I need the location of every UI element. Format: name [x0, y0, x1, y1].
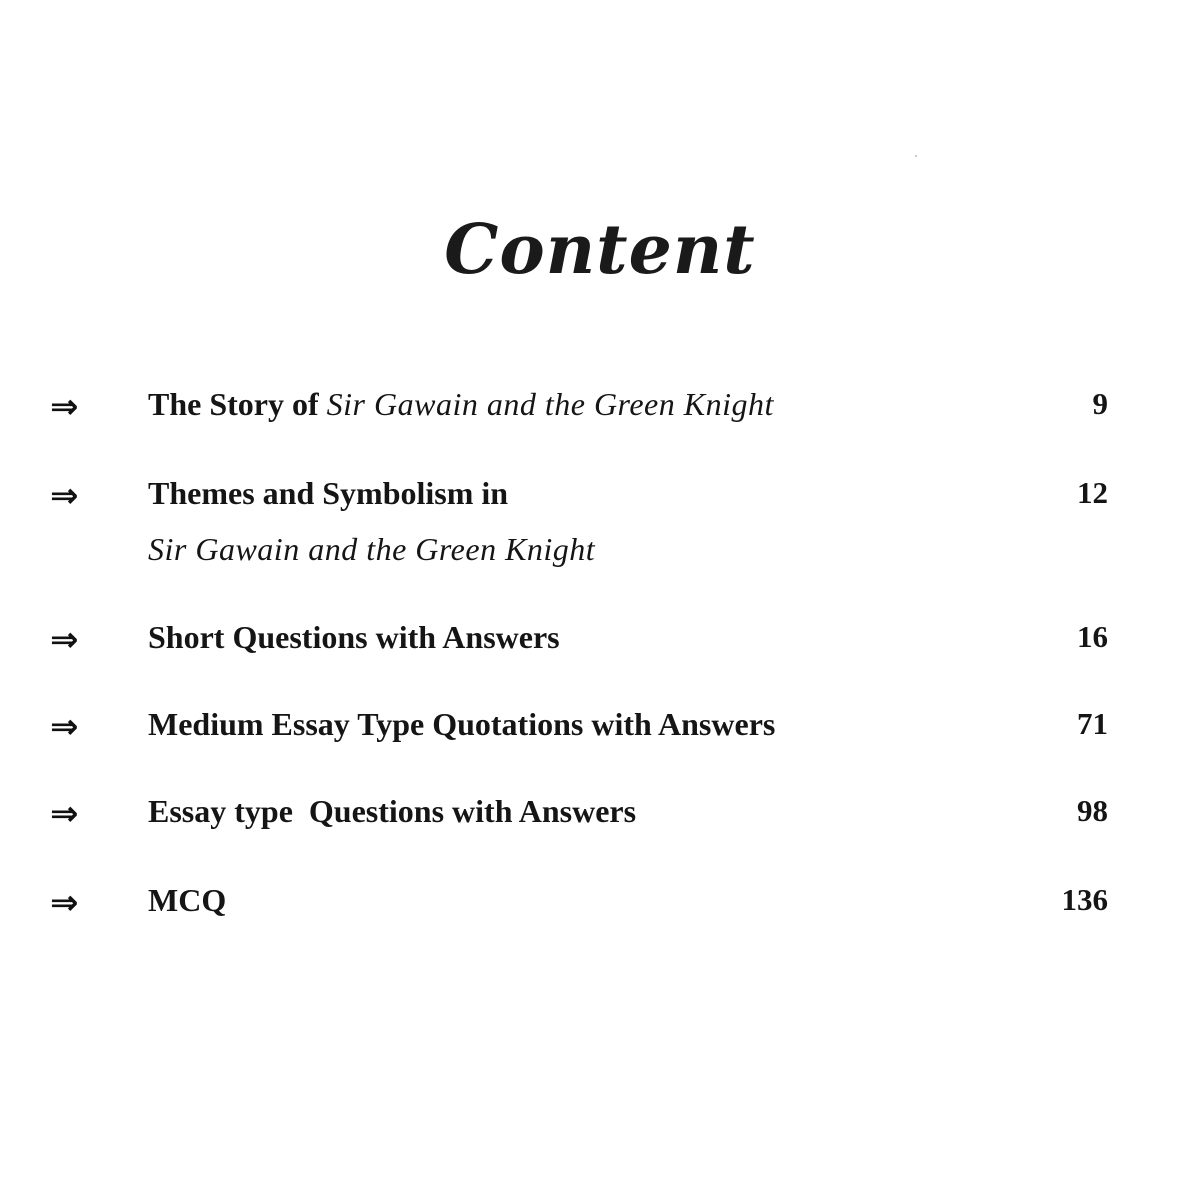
toc-entry-label: MCQ	[148, 882, 227, 918]
arrow-icon: ⇒	[50, 707, 79, 747]
toc-page-number: 71	[1077, 706, 1108, 741]
toc-page-number: 98	[1077, 793, 1108, 828]
arrow-icon: ⇒	[50, 476, 79, 516]
toc-entry-label: Themes and Symbolism in Sir Gawain and the Green Knight	[148, 475, 596, 567]
arrow-icon: ⇒	[50, 620, 79, 660]
toc-page-number: 9	[1092, 386, 1108, 421]
arrow-icon: ⇒	[50, 883, 79, 923]
toc-page-number: 136	[1061, 882, 1108, 917]
toc-entry-label: Essay type Questions with Answers	[148, 793, 637, 829]
toc-entry-label: Medium Essay Type Quotations with Answers	[148, 706, 776, 742]
arrow-icon: ⇒	[50, 794, 79, 834]
paper-speck	[915, 155, 917, 157]
arrow-icon: ⇒	[50, 387, 79, 427]
toc-entry-label: The Story of Sir Gawain and the Green Knight	[148, 386, 774, 422]
page-title: Content	[444, 210, 756, 290]
toc-entry-label: Short Questions with Answers	[148, 619, 560, 655]
toc-page-number: 12	[1077, 475, 1108, 510]
toc-page-number: 16	[1077, 619, 1108, 654]
